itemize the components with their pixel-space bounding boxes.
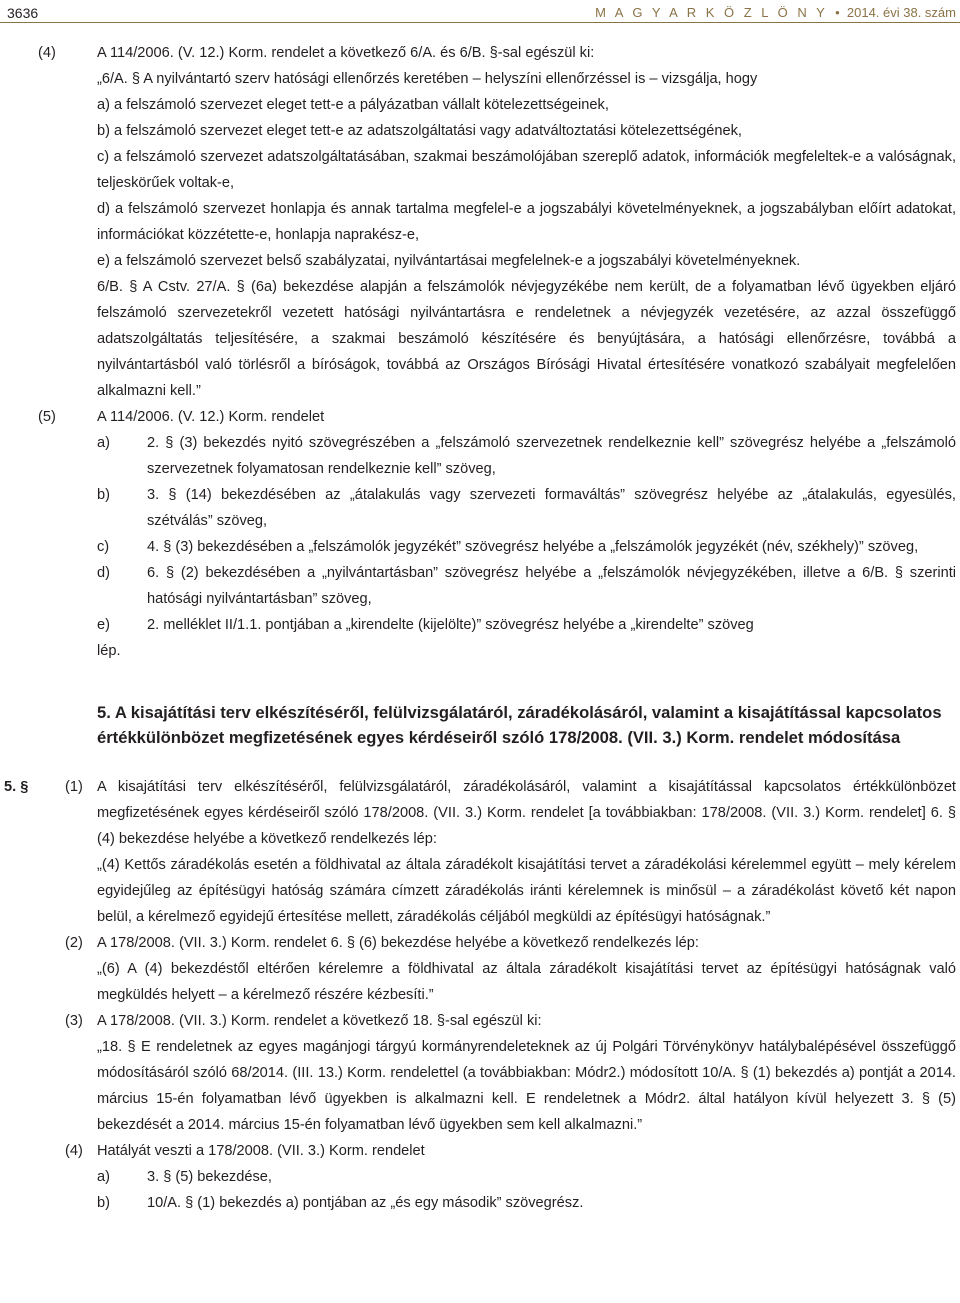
issue-number: 2014. évi 38. szám [846,5,956,20]
page-number: 3636 [7,5,39,21]
item-text: 3. § (5) bekezdése, [147,1169,272,1185]
sub-1-label: (1) [65,779,83,795]
paragraph-5-sub-4 [65,1138,956,1164]
paragraph-5-sub-1 [4,774,956,852]
quoted-6a-heading: „6/A. § A nyilvántartó szerv hatósági ellenőrzés keretében – helyszíni ellenőrzéssel is – vizsgálja, hogy [97,71,758,87]
item-label: b) [97,1195,110,1211]
item-label: a) [97,435,110,451]
sub-3-label: (3) [65,1013,83,1029]
item-text: 10/A. § (1) bekezdés a) pontjában az „és egy második” szövegrész. [147,1195,584,1211]
item-text: 4. § (3) bekezdésében a „felszámolók jegyzékét” szövegrész helyébe a „felszámolók jegyzékét (név, székhely)” szöveg, [147,539,919,555]
quoted-6a-point-c: c) a felszámoló szervezet adatszolgáltatásában, szakmai beszámolójában szereplő adatok, információk megfeleltek-e a valóságnak, teljeskörűek voltak-e, [97,149,956,191]
quoted-6a-point-e: e) a felszámoló szervezet belső szabályzatai, nyilvántartásai megfelelnek-e a jogszabályi követelményeknek. [97,253,801,269]
amendment-5-item-d [97,560,956,612]
sub-3-intro: A 178/2008. (VII. 3.) Korm. rendelet a következő 18. §-sal egészül ki: [97,1013,542,1029]
amendment-5-label: (5) [38,409,56,425]
quoted-6a-point-a: a) a felszámoló szervezet eleget tett-e a pályázatban vállalt kötelezettségeinek, [97,97,609,113]
sub-4-intro: Hatályát veszti a 178/2008. (VII. 3.) Korm. rendelet [97,1143,425,1159]
amendment-5-closing: lép. [97,643,121,659]
amendment-5-item-b [97,482,956,534]
amendment-5 [38,404,956,430]
amendment-5-item-c [97,534,956,560]
item-text: 3. § (14) bekezdésében az „átalakulás vagy szervezeti formaváltás” szövegrész helyébe az „átalakulás, egyesülés, szétválás” szöveg, [147,487,956,529]
page-header [0,0,960,22]
item-text: 6. § (2) bekezdésében a „nyilvántartásban” szövegrész helyébe a „felszámolók névjegyzékében, illetve a 6/B. § szerinti hatósági nyilvántartásban” szöveg, [147,565,956,607]
sub-1-quote: „(4) Kettős záradékolás esetén a földhivatal az általa záradékolt kisajátítási tervet a záradékolási kérelemmel együtt – mely kérelem egyidejűleg az építésügyi hatóság számára címzett záradékolás iránti kérelemnek is minősül – a záradékolást követő két napon belül, a kérelmező egyidejű értesítése mellett, záradékolás céljából megküldi az építésügyi hatóságnak.” [97,857,956,925]
amendment-4 [38,40,956,66]
amendment-4-label: (4) [38,45,56,61]
paragraph-5-sub-2 [65,930,956,956]
sub-2-intro: A 178/2008. (VII. 3.) Korm. rendelet 6. § (6) bekezdése helyébe a következő rendelkezés lép: [97,935,699,951]
amendment-5-item-e [97,612,956,638]
quoted-6b: 6/B. § A Cstv. 27/A. § (6a) bekezdése alapján a felszámolók névjegyzékébe nem került, de a folyamatban lévő ügyekben eljáró felszámoló szervezetekről vezetett hatósági nyilvántartásra e rendeletnek a névjegyzék vezetésére, az azzal összefüggő adatszolgáltatás teljesítésére, a szakmai beszámoló készítésére és benyújtására, a hatósági ellenőrzésre, továbbá a nyilvántartásból való törlésről a bíróságok, továbbá az Országos Bírósági Hivatal értesítésére vonatkozó szabályait megfelelően alkalmazni kell.” [97,279,956,399]
quoted-6a-point-d: d) a felszámoló szervezet honlapja és annak tartalma megfelel-e a jogszabályi követelményeknek, a jogszabályban előírt adatokat, információkat közzétette-e, honlapja naprakész-e, [97,201,956,243]
item-label: c) [97,539,110,555]
sub-1-intro: A kisajátítási terv elkészítéséről, felülvizsgálatáról, záradékolásáról, valamint a kisajátítással kapcsolatos értékkülönbözet megfizetésének egyes kérdéseiről szóló 178/2008. (VII. 3.) Korm. rendelet [a továbbiakban: 178/2008. (VII. 3.) Korm. rendelet] 6. § (4) bekezdése helyébe a következő rendelkezés lép: [97,779,956,847]
item-label: a) [97,1169,110,1185]
sub-4-item-b [97,1190,956,1216]
sub-2-label: (2) [65,935,83,951]
item-label: e) [97,617,110,633]
paragraph-5-label: 5. § [4,779,29,795]
quoted-6a-point-b: b) a felszámoló szervezet eleget tett-e az adatszolgáltatási vagy adatváltoztatási kötelezettségének, [97,123,742,139]
sub-2-quote: „(6) A (4) bekezdéstől eltérően kérelemre a földhivatal az általa záradékolt kisajátítási tervet az építésügyi hatóságnak való megküldés helyett – a kérelmező részére kézbesíti.” [97,961,956,1003]
item-text: 2. melléklet II/1.1. pontjában a „kirendelte (kijelölte)” szövegrész helyébe a „kirendelte” szöveg [147,617,754,633]
document-body [0,40,960,1216]
publication-name: M A G Y A R K Ö Z L Ö N Y [595,5,828,20]
paragraph-5-sub-3 [65,1008,956,1034]
amendment-5-item-a [97,430,956,482]
amendment-4-intro: A 114/2006. (V. 12.) Korm. rendelet a következő 6/A. és 6/B. §-sal egészül ki: [97,45,595,61]
item-label: d) [97,565,110,581]
header-rule [0,22,960,23]
item-text: 2. § (3) bekezdés nyitó szövegrészében a „felszámoló szervezetnek rendelkeznie kell” szövegrész helyébe a „felszámoló szervezetnek folyamatosan rendelkeznie kell” szöveg, [147,435,956,477]
item-label: b) [97,487,110,503]
section-5-title: 5. A kisajátítási terv elkészítéséről, felülvizsgálatáról, záradékolásáról, valamint a kisajátítással kapcsolatos értékkülönbözet megfizetésének egyes kérdéseiről szóló 178/2008. (VII. 3.) Korm. rendelet módosítása [97,703,942,747]
amendment-5-intro: A 114/2006. (V. 12.) Korm. rendelet [97,409,325,425]
sub-4-label: (4) [65,1143,83,1159]
sub-3-quote: „18. § E rendeletnek az egyes magánjogi tárgyú kormányrendeleteknek az új Polgári Törvénykönyv hatálybalépésével összefüggő módosításáról szóló 68/2014. (III. 13.) Korm. rendelettel (a továbbiakban: Módr2.) módosított 10/A. § (1) bekezdés a) pontját a 2014. március 15-én folyamatban lévő ügyekben is alkalmazni kell. E rendeletnek a Módr2. által hatályon kívül helyezett 3. § (5) bekezdését a 2014. március 15-én folyamatban lévő ügyekben sem kell alkalmazni.” [97,1039,956,1133]
header-bullet: • [835,5,840,20]
sub-4-item-a [97,1164,956,1190]
